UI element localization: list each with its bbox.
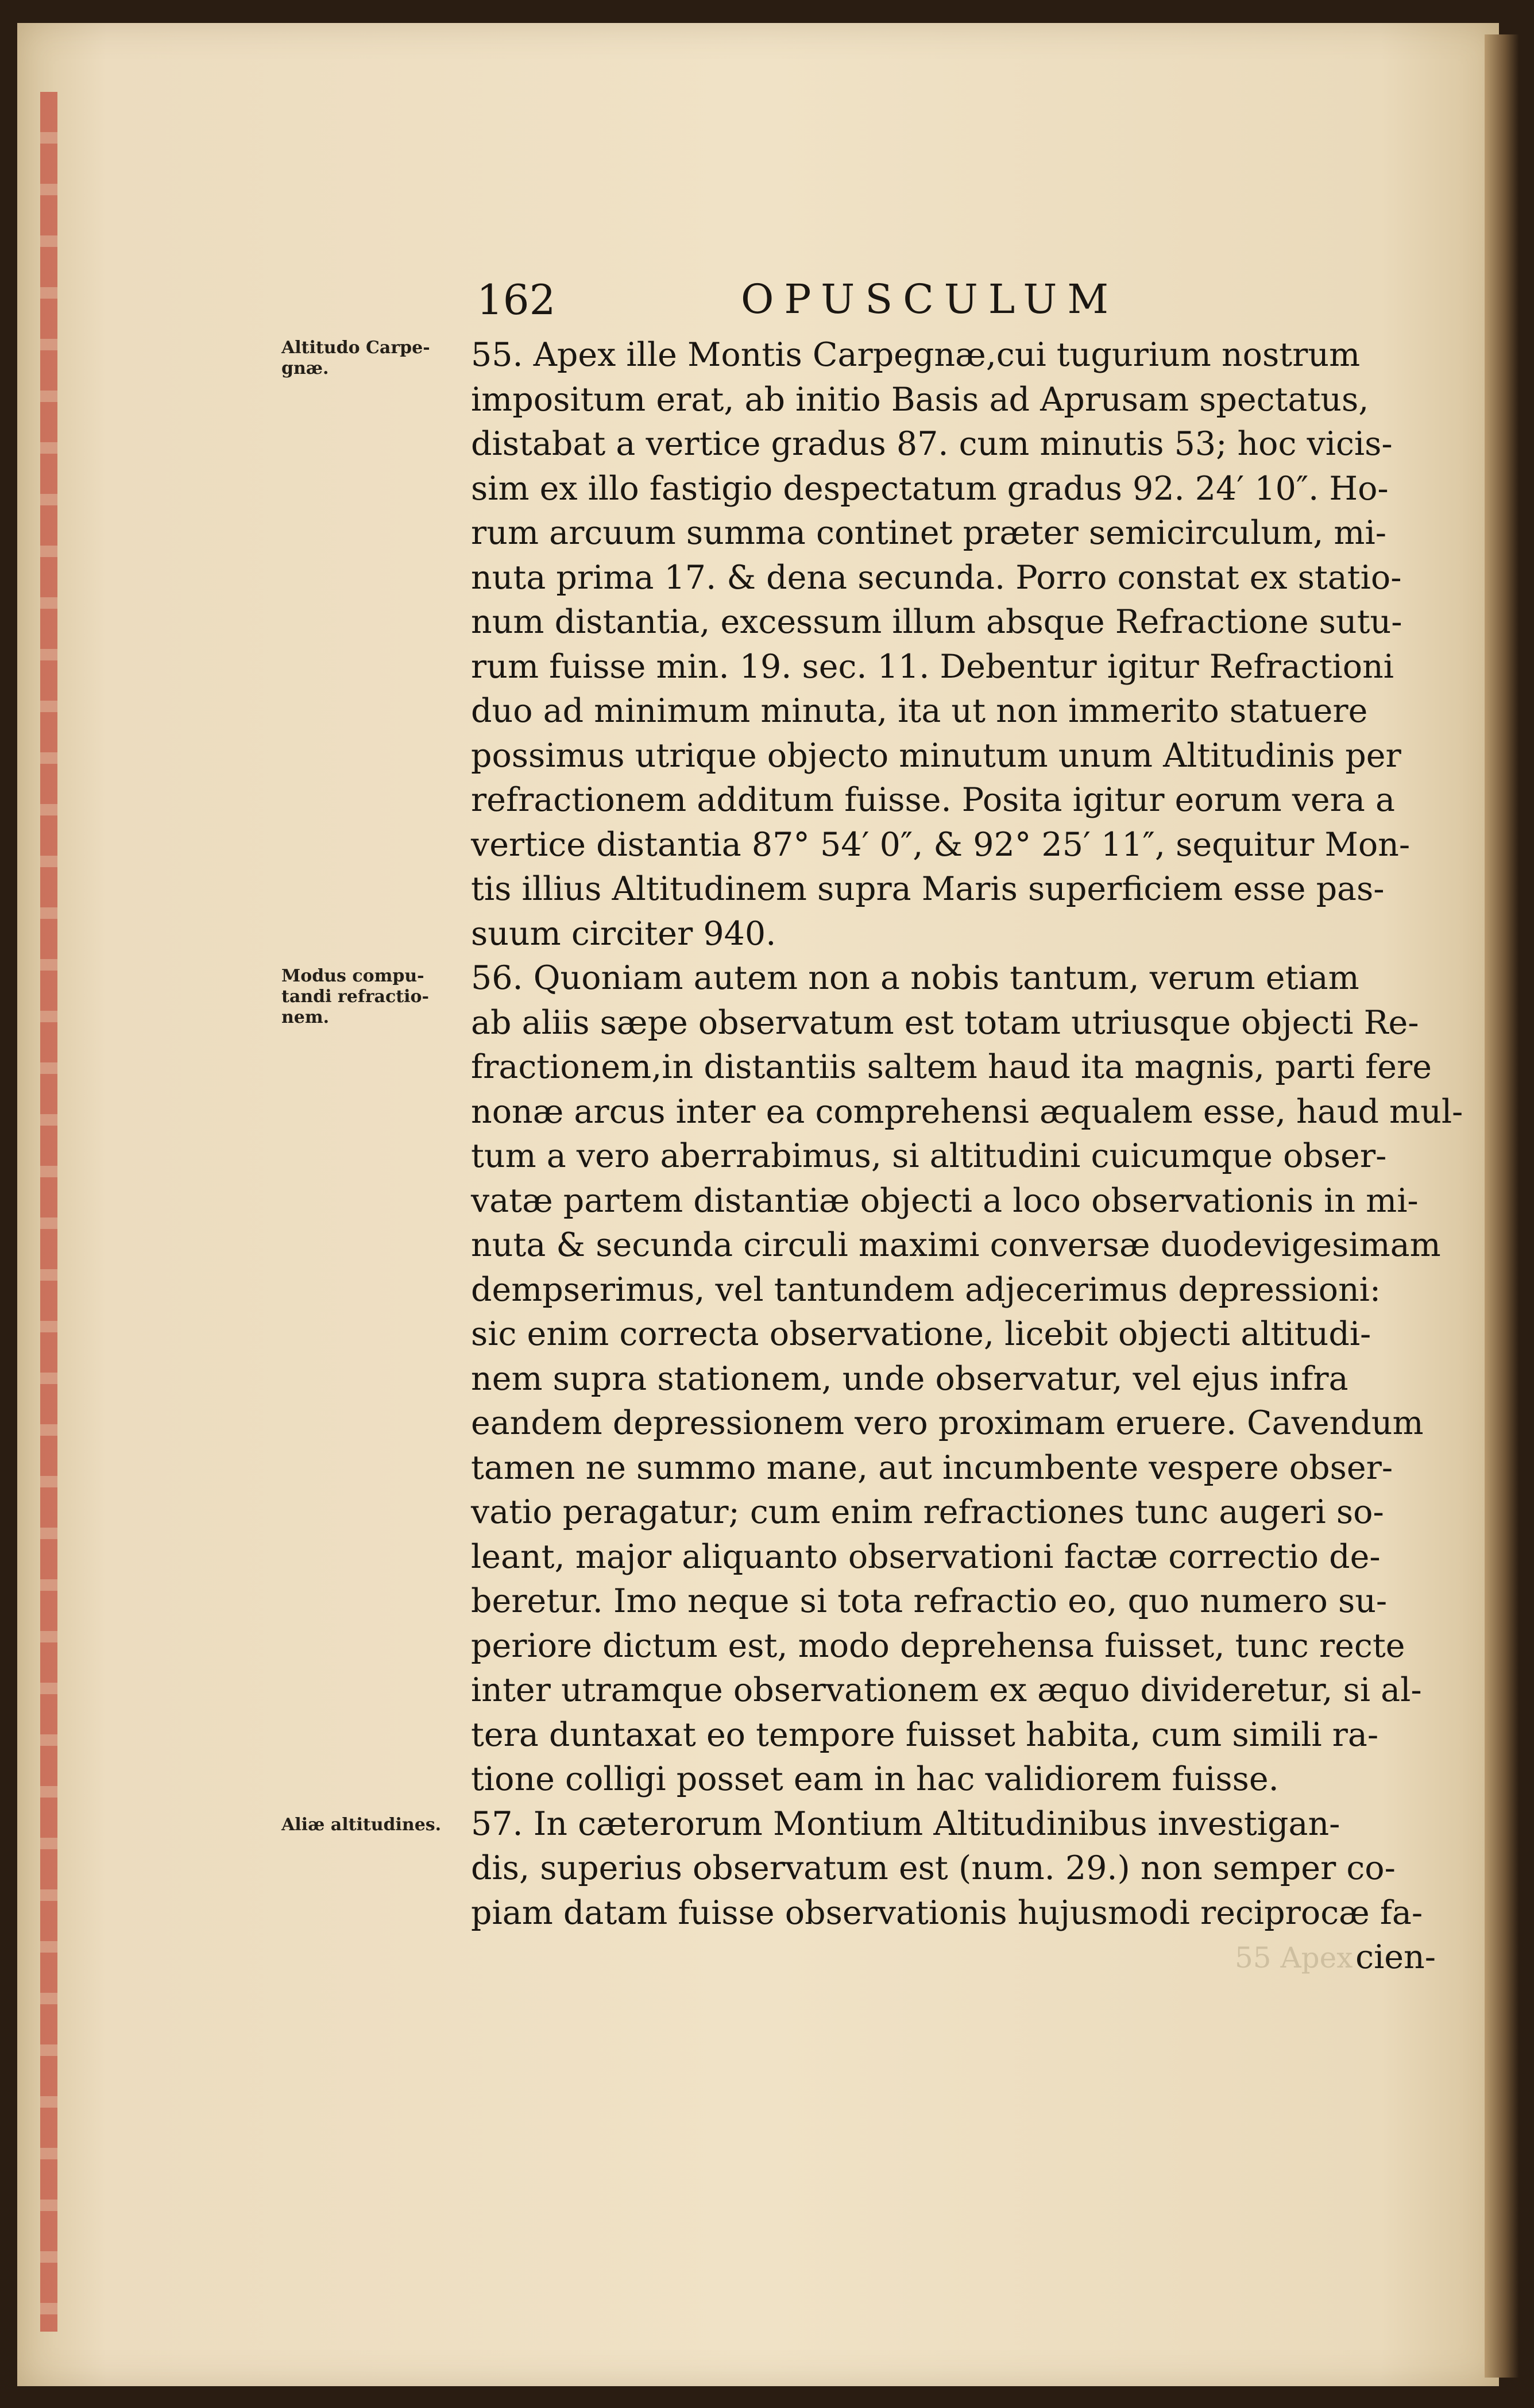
text-line: inter utramque observationem ex æquo divideretur, si al- bbox=[471, 1671, 1422, 1709]
text-line: nonæ arcus inter ea comprehensi æqualem esse, haud mul- bbox=[471, 1092, 1463, 1131]
binding-edge bbox=[1485, 34, 1519, 2378]
text-line: periore dictum est, modo deprehensa fuisset, tunc recte bbox=[471, 1626, 1405, 1665]
text-line: 55. Apex ille Montis Carpegnæ,cui tugurium nostrum bbox=[471, 336, 1361, 374]
red-edge-stain bbox=[40, 92, 57, 2332]
text-line: nem supra stationem, unde observatur, vel ejus infra bbox=[471, 1359, 1348, 1398]
margin-note: Aliæ altitudines. bbox=[281, 1815, 442, 1835]
text-line: beretur. Imo neque si tota refractio eo, quo numero su- bbox=[471, 1582, 1388, 1620]
text-line: 56. Quoniam autem non a nobis tantum, verum etiam bbox=[471, 959, 1359, 997]
text-line: vatio peragatur; cum enim refractiones tunc augeri so- bbox=[471, 1493, 1384, 1531]
text-line: tis illius Altitudinem supra Maris superficiem esse pas- bbox=[471, 870, 1385, 908]
catchword: cien- bbox=[1355, 1938, 1436, 1976]
text-line: rum arcuum summa continet præter semicirculum, mi- bbox=[471, 514, 1386, 552]
text-line: num distantia, excessum illum absque Refractione sutu- bbox=[471, 603, 1402, 641]
text-line: ab aliis sæpe observatum est totam utriusque objecti Re- bbox=[471, 1003, 1419, 1042]
page-header bbox=[477, 276, 1195, 327]
bleed-through-text: 55 Apex bbox=[1235, 1941, 1353, 1974]
text-line: tamen ne summo mane, aut incumbente vespere obser- bbox=[471, 1448, 1393, 1487]
text-line: dis, superius observatum est (num. 29.) non semper co- bbox=[471, 1849, 1396, 1887]
running-head: OPUSCULUM bbox=[741, 276, 1119, 323]
text-line: tum a vero aberrabimus, si altitudini cuicumque obser- bbox=[471, 1137, 1387, 1175]
text-line: sic enim correcta observatione, licebit objecti altitudi- bbox=[471, 1315, 1371, 1353]
text-line: sim ex illo fastigio despectatum gradus 92. 24′ 10″. Ho- bbox=[471, 469, 1389, 508]
text-line: possimus utrique objecto minutum unum Altitudinis per bbox=[471, 736, 1401, 775]
text-line: suum circiter 940. bbox=[471, 914, 776, 953]
text-line: tione colligi posset eam in hac validiorem fuisse. bbox=[471, 1760, 1279, 1798]
text-line: 57. In cæterorum Montium Altitudinibus investigan- bbox=[471, 1804, 1340, 1843]
text-line: nuta prima 17. & dena secunda. Porro constat ex statio- bbox=[471, 558, 1402, 597]
text-line: tera duntaxat eo tempore fuisset habita, cum simili ra- bbox=[471, 1715, 1379, 1754]
body-text bbox=[471, 333, 1463, 1980]
text-line: dempserimus, vel tantundem adjecerimus depressioni: bbox=[471, 1270, 1381, 1309]
text-line: refractionem additum fuisse. Posita igitur eorum vera a bbox=[471, 781, 1395, 819]
text-line: impositum erat, ab initio Basis ad Aprusam spectatus, bbox=[471, 380, 1369, 419]
margin-note: Modus compu- tandi refractio- nem. bbox=[281, 966, 429, 1027]
text-line: rum fuisse min. 19. sec. 11. Debentur igitur Refractioni bbox=[471, 647, 1394, 686]
text-line: nuta & secunda circuli maximi conversæ duodevigesimam bbox=[471, 1226, 1441, 1264]
text-line: piam datam fuisse observationis hujusmodi reciprocæ fa- bbox=[471, 1893, 1423, 1932]
page-number: 162 bbox=[477, 276, 556, 324]
text-line: distabat a vertice gradus 87. cum minutis 53; hoc vicis- bbox=[471, 425, 1393, 463]
text-line: eandem depressionem vero proximam eruere. Cavendum bbox=[471, 1404, 1424, 1442]
text-line: fractionem,in distantiis saltem haud ita magnis, parti fere bbox=[471, 1048, 1432, 1086]
margin-note: Altitudo Carpe- gnæ. bbox=[281, 338, 430, 378]
text-line: duo ad minimum minuta, ita ut non immerito statuere bbox=[471, 692, 1368, 730]
text-line: vertice distantia 87° 54′ 0″, & 92° 25′ 11″, sequitur Mon- bbox=[471, 825, 1411, 864]
text-line: leant, major aliquanto observationi factæ correctio de- bbox=[471, 1537, 1381, 1576]
text-line: vatæ partem distantiæ objecti a loco observationis in mi- bbox=[471, 1181, 1419, 1220]
